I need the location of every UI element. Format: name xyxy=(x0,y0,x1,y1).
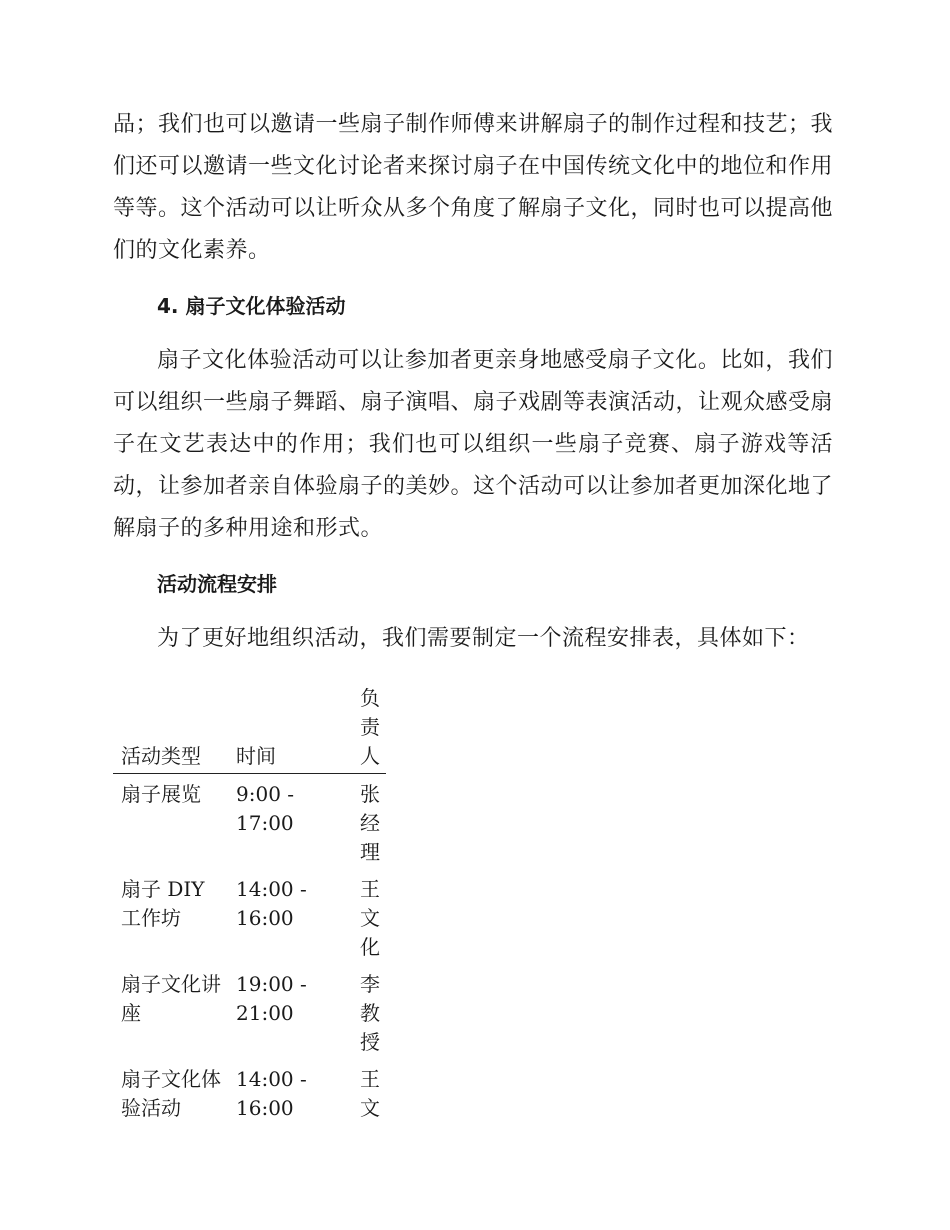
cell-time: 19:00 - 21:00 xyxy=(236,972,307,1025)
header-activity-type: 活动类型 xyxy=(121,744,201,768)
table-header-row xyxy=(113,684,386,774)
paragraph-lecture-continued: 品；我们也可以邀请一些扇子制作师傅来讲解扇子的制作过程和技艺；我们还可以邀请一些文化讨论者来探讨扇子在中国传统文化中的地位和作用等等。这个活动可以让听众从多个角度了解扇子文化，同时也可以提高他们的文化素养。 xyxy=(113,112,834,263)
table-row xyxy=(113,869,386,964)
paragraph-experience: 扇子文化体验活动可以让参加者更亲身地感受扇子文化。比如，我们可以组织一些扇子舞蹈、扇子演唱、扇子戏剧等表演活动，让观众感受扇子在文艺表达中的作用；我们也可以组织一些扇子竞赛、扇子游戏等活动，让参加者亲自体验扇子的美妙。这个活动可以让参加者更加深化地了解扇子的多种用途和形式。 xyxy=(113,348,834,541)
table-row xyxy=(113,774,386,870)
section-heading-experience: 4. 扇子文化体验活动 xyxy=(157,294,346,318)
paragraph-schedule-intro: 为了更好地组织活动，我们需要制定一个流程安排表，具体如下： xyxy=(157,626,810,651)
cell-owner: 李教授 xyxy=(360,972,380,1054)
cell-activity: 扇子 DIY 工作坊 xyxy=(121,877,205,930)
schedule-table xyxy=(113,684,386,1125)
cell-time: 14:00 - 16:00 xyxy=(236,877,307,930)
cell-activity: 扇子展览 xyxy=(121,782,201,806)
cell-time: 9:00 - 17:00 xyxy=(236,782,295,835)
cell-time: 14:00 - 16:00 xyxy=(236,1067,307,1120)
section-heading-schedule: 活动流程安排 xyxy=(157,572,277,596)
cell-activity: 扇子文化体验活动 xyxy=(121,1067,221,1120)
header-time: 时间 xyxy=(236,744,276,768)
cell-activity: 扇子文化讲座 xyxy=(121,972,221,1025)
table-row xyxy=(113,964,386,1059)
header-owner: 负责人 xyxy=(360,686,380,768)
cell-owner: 张经理 xyxy=(360,782,380,864)
cell-owner: 王文 xyxy=(360,1067,380,1120)
cell-owner: 王文化 xyxy=(360,877,380,959)
table-row xyxy=(113,1059,386,1125)
document-body xyxy=(113,104,833,660)
